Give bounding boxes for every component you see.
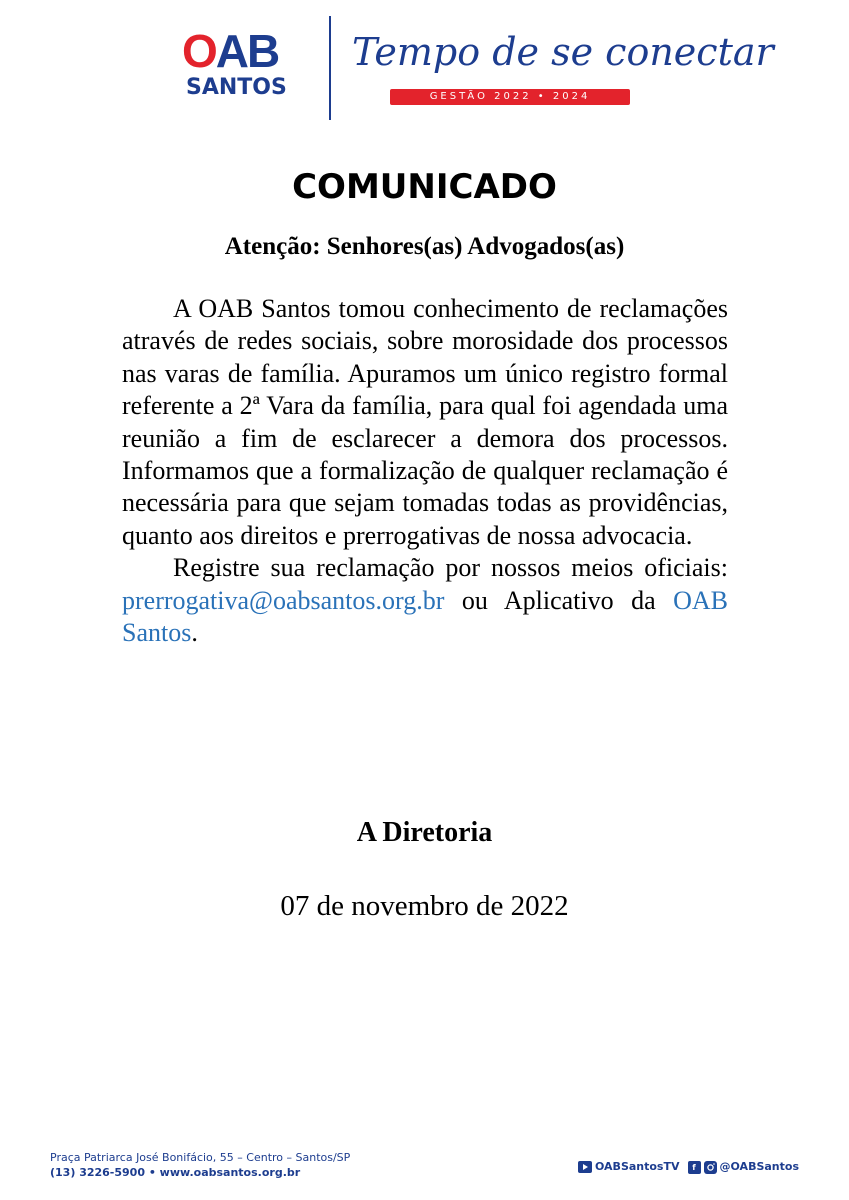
facebook-icon: f: [688, 1161, 701, 1174]
oab-logo-word: [182, 25, 279, 77]
document-body: [122, 293, 728, 649]
instagram-icon: [704, 1161, 717, 1174]
oab-santos-logo: [182, 25, 302, 106]
footer-address: Praça Patriarca José Bonifácio, 55 – Centro – Santos/SP: [50, 1151, 351, 1164]
footer-social-handle: @OABSantos: [719, 1160, 799, 1173]
oab-logo-ab: AB: [215, 25, 279, 77]
youtube-icon: [578, 1161, 592, 1173]
oab-santos-link[interactable]: OAB Santos: [122, 585, 729, 648]
footer-contact: (13) 3226-5900 • www.oabsantos.org.br: [50, 1166, 301, 1179]
document-date: 07 de novembro de 2022: [280, 890, 569, 922]
footer-address-block: [50, 1150, 350, 1180]
gestao-badge: GESTÃO 2022 • 2024: [390, 89, 630, 105]
header-divider: [329, 16, 331, 120]
oab-logo-o: O: [182, 25, 216, 77]
body-paragraph-2: [122, 552, 728, 649]
paragraph-2-text: Registre sua reclamação por nossos meios oficiais:: [173, 553, 728, 583]
paragraph-2-end: .: [191, 618, 198, 648]
paragraph-2-text-2: ou Aplicativo da: [461, 585, 656, 615]
body-paragraph-1: A OAB Santos tomou conhecimento de reclamações através de redes sociais, sobre morosidade dos processos nas varas de família. Apuramos um único registro formal referente a 2ª Vara da família, para qual foi agendada uma reunião a fim de esclarecer a demora dos processos. Informamos que a formalização de qualquer reclamação é necessária para que sejam tomadas todas as providências, quanto aos direitos e prerrogativas de nossa advocacia.: [122, 294, 728, 550]
document-title: COMUNICADO: [292, 167, 557, 207]
footer-social-block: [578, 1160, 799, 1174]
document-subtitle: Atenção: Senhores(as) Advogados(as): [224, 233, 625, 260]
letterhead: [0, 0, 849, 130]
footer-youtube-handle: OABSantosTV: [594, 1160, 680, 1173]
email-link[interactable]: prerrogativa@oabsantos.org.br: [122, 585, 445, 615]
oab-logo-santos: SANTOS: [186, 75, 287, 100]
signature: A Diretoria: [356, 817, 493, 848]
header-tagline: Tempo de se conectar: [352, 30, 774, 74]
